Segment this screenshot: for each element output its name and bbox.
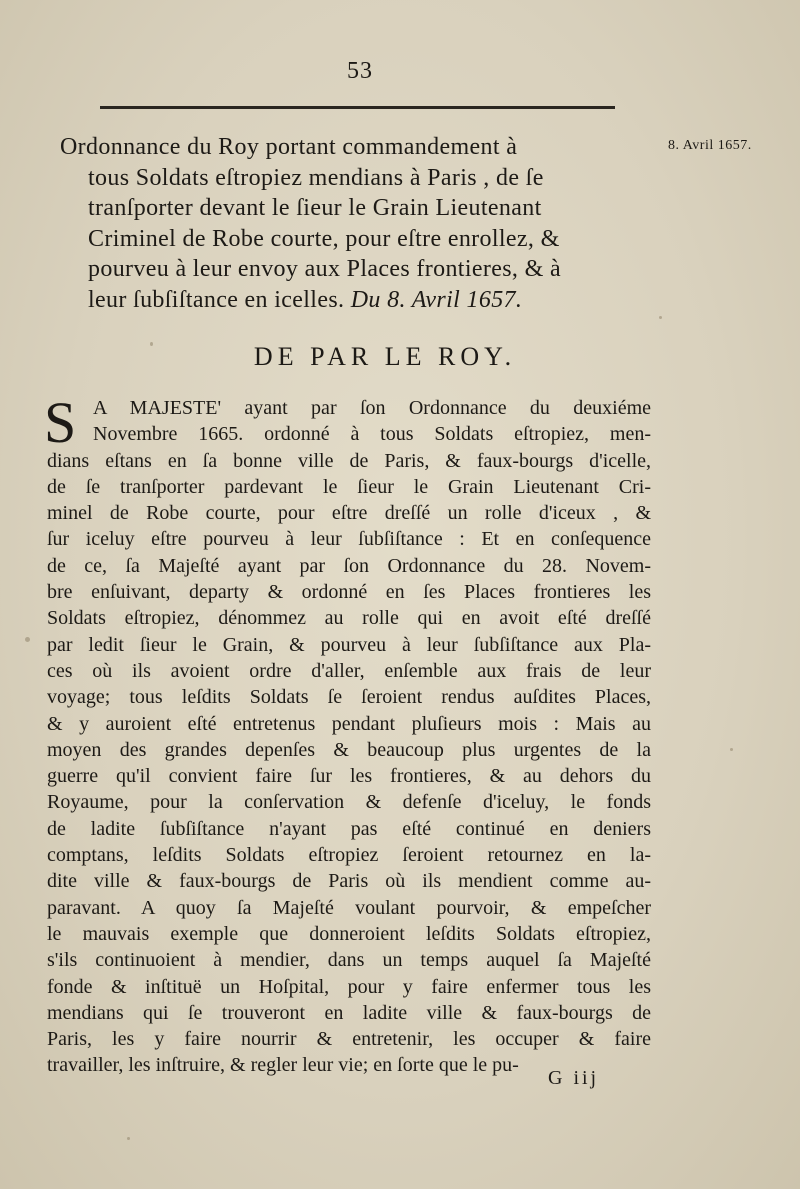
body-line: paravant. A quoy ſa Majeſté voulant pourvoir, & empeſcher: [47, 896, 651, 919]
paper-stain: [150, 342, 153, 346]
title-line: tranſporter devant le ſieur le Grain Lieutenant: [88, 195, 542, 221]
body-line: Royaume, pour la conſervation & defenſe d'iceluy, le fonds: [47, 791, 651, 814]
body-line: ces où ils avoient ordre d'aller, enſemble aux frais de leur: [47, 659, 651, 682]
body-line: & y auroient eſté entretenus pendant pluſieurs mois : Mais au: [47, 712, 651, 735]
paper-stain: [730, 748, 733, 751]
title-date: Du 8. Avril 1657.: [350, 286, 523, 313]
body-line: guerre qu'il convient faire ſur les frontieres, & au dehors du: [47, 765, 651, 788]
body-line: par ledit ſieur le Grain, & pourveu à leur ſubſiſtance aux Pla-: [47, 633, 651, 656]
drop-cap: S: [44, 390, 77, 455]
body-line: comptans, leſdits Soldats eſtropiez ſeroient retournez en la-: [47, 844, 651, 867]
body-line: s'ils continuoient à mendier, dans un temps auquel ſa Majeſté: [47, 949, 651, 972]
body-line: dians eſtans en ſa bonne ville de Paris, & faux-bourgs d'icelle,: [47, 449, 651, 472]
page-number: 53: [347, 58, 373, 84]
signature-mark: G iij: [548, 1067, 600, 1089]
title-line: Ordonnance du Roy portant commandement à: [60, 134, 518, 160]
body-line: travailler, les inſtruire, & regler leur vie; en ſorte que le pu-: [47, 1054, 519, 1077]
title-line: Criminel de Robe courte, pour eſtre enrollez, &: [88, 225, 560, 252]
title-last-text: leur ſubſiſtance en icelles.: [88, 286, 345, 313]
body-line: dite ville & faux-bourgs de Paris où ils mendient comme au-: [47, 870, 651, 893]
body-line: de ſe tranſporter pardevant le ſieur le Grain Lieutenant Cri-: [47, 475, 651, 498]
section-heading: [0, 342, 800, 372]
paper-stain: [25, 637, 30, 642]
body-line: bre enſuivant, departy & ordonné en ſes Places frontieres les: [47, 581, 651, 604]
paper-stain: [127, 1137, 130, 1140]
body-line: mendians qui ſe trouveront en ladite ville & faux-bourgs de: [47, 1001, 651, 1024]
ordinance-title: [60, 132, 660, 315]
body-line: A MAJESTE' ayant par ſon Ordonnance du deuxiéme: [93, 397, 651, 419]
body-line: de ce, ſa Majeſté ayant par ſon Ordonnance du 28. Novem-: [47, 554, 651, 577]
heading-text: DE PAR LE ROY.: [253, 342, 517, 371]
body-line: Paris, les y faire nourrir & entretenir, les occuper & faire: [47, 1028, 651, 1051]
margin-date-note: 8. Avril 1657.: [668, 138, 752, 153]
body-line: fonde & inſtituë un Hoſpital, pour y faire enfermer tous les: [47, 975, 651, 998]
title-last-line: [60, 285, 660, 316]
paper-stain: [659, 316, 662, 319]
body-line: ſur iceluy eſtre pourveu à leur ſubſiſtance : Et en conſequence: [47, 528, 651, 551]
body-line: voyage; tous leſdits Soldats ſe ſeroient rendus auſdites Places,: [47, 686, 651, 709]
body-line: Novembre 1665. ordonné à tous Soldats eſtropiez, men-: [93, 423, 651, 446]
body-line: de ladite ſubſiſtance n'ayant pas eſté continué en deniers: [47, 817, 651, 840]
header-rule: [100, 106, 615, 109]
body-line: minel de Robe courte, pour eſtre dreſſé un rolle d'iceux , &: [47, 502, 651, 525]
body-text: [47, 395, 651, 1079]
body-line: le mauvais exemple que donneroient leſdits Soldats eſtropiez,: [47, 922, 651, 945]
title-line: tous Soldats eſtropiez mendians à Paris , de ſe: [88, 164, 544, 191]
title-line: pourveu à leur envoy aux Places frontieres, & à: [88, 256, 561, 282]
body-line: moyen des grandes depenſes & beaucoup plus urgentes de la: [47, 738, 651, 761]
body-line: Soldats eſtropiez, dénommez au rolle qui en avoit eſté dreſſé: [47, 607, 651, 630]
